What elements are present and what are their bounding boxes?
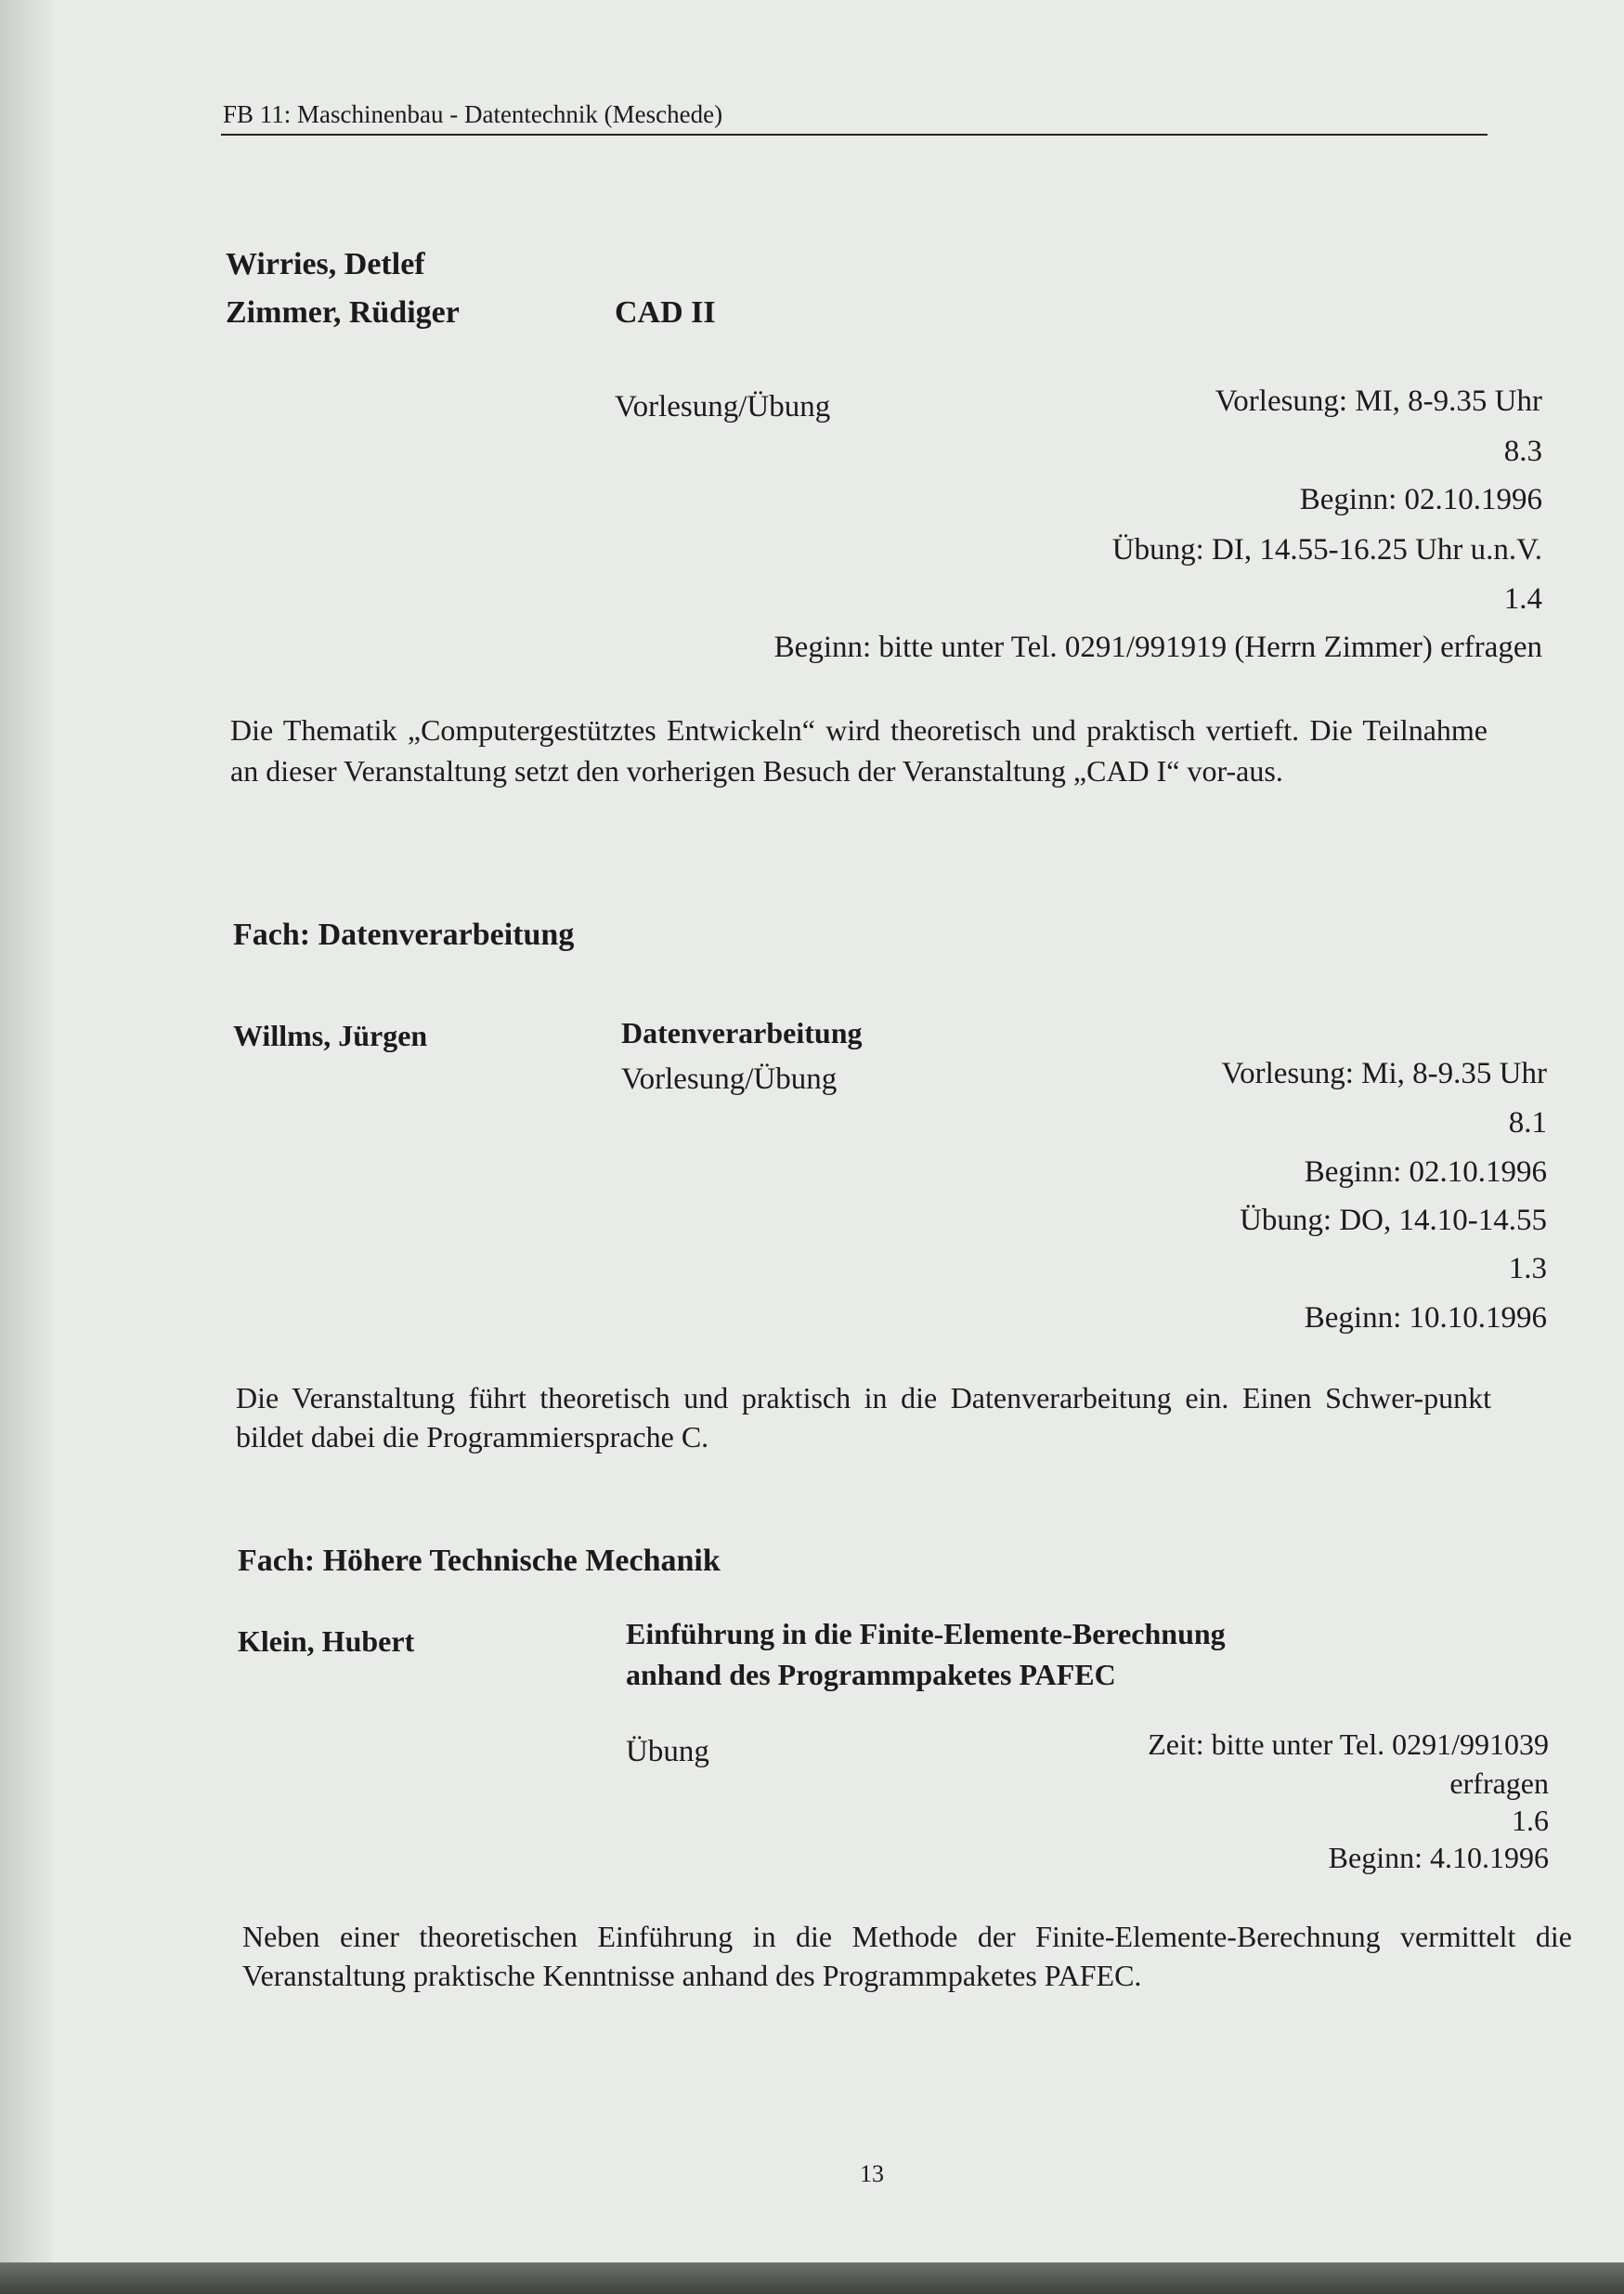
schedule-line: Beginn: 02.10.1996 <box>1299 483 1542 516</box>
schedule-line: Vorlesung: Mi, 8-9.35 Uhr <box>1221 1057 1547 1090</box>
schedule-line: Übung: DI, 14.55-16.25 Uhr u.n.V. <box>1111 533 1542 567</box>
subject-heading: Fach: Datenverarbeitung <box>233 918 575 952</box>
schedule-line: 1.4 <box>1503 582 1542 616</box>
lecturer-name: Willms, Jürgen <box>233 1019 428 1052</box>
schedule-line: Beginn: 10.10.1996 <box>1304 1301 1547 1335</box>
course-title: Datenverarbeitung <box>621 1016 863 1049</box>
schedule-line: Übung: DO, 14.10-14.55 <box>1240 1204 1547 1237</box>
schedule-line: Beginn: 4.10.1996 <box>1328 1841 1549 1874</box>
course-type: Übung <box>626 1735 709 1768</box>
course-type: Vorlesung/Übung <box>615 390 831 424</box>
lecturer-name: Zimmer, Rüdiger <box>226 295 460 330</box>
lecturer-name: Wirries, Detlef <box>226 247 425 281</box>
course-description: Die Veranstaltung führt theoretisch und praktisch in die Datenverarbeitung ein. Einen Schwer-punkt bildet dabei die Programmiersprache C. <box>236 1381 1491 1453</box>
schedule-line: 8.3 <box>1503 435 1542 468</box>
schedule-line: Vorlesung: MI, 8-9.35 Uhr <box>1215 385 1542 418</box>
schedule-line: Zeit: bitte unter Tel. 0291/991039 <box>1148 1727 1549 1761</box>
course-title: CAD II <box>615 295 716 330</box>
header-rule <box>221 134 1488 136</box>
page-number: 13 <box>860 2160 884 2187</box>
course-description: Neben einer theoretischen Einführung in die Methode der Finite-Elemente-Berechnung vermittelt die Veranstaltung praktische Kenntnisse anhand des Programmpaketes PAFEC. <box>242 1920 1572 1992</box>
schedule-line: 1.6 <box>1512 1804 1549 1837</box>
page-gutter <box>0 0 52 2262</box>
lecturer-name: Klein, Hubert <box>238 1624 415 1658</box>
schedule-line: Beginn: 02.10.1996 <box>1304 1155 1547 1189</box>
running-header: FB 11: Maschinenbau - Datentechnik (Meschede) <box>223 100 723 128</box>
schedule-line: erfragen <box>1449 1766 1549 1800</box>
course-type: Vorlesung/Übung <box>621 1062 838 1096</box>
page-bottom-edge <box>0 2262 1624 2294</box>
course-title: anhand des Programmpaketes PAFEC <box>626 1658 1116 1691</box>
schedule-line: 1.3 <box>1508 1252 1547 1285</box>
schedule-line: Beginn: bitte unter Tel. 0291/991919 (Herrn Zimmer) erfragen <box>773 631 1542 664</box>
course-title: Einführung in die Finite-Elemente-Berechnung <box>626 1617 1226 1650</box>
subject-heading: Fach: Höhere Technische Mechanik <box>238 1544 721 1578</box>
schedule-line: 8.1 <box>1508 1106 1547 1140</box>
course-description: Die Thematik „Computergestütztes Entwickeln“ wird theoretisch und praktisch vertieft. Die Teilnahme an dieser Veranstaltung setzt den vorherigen Besuch der Veranstaltung „CAD I“ vor-aus. <box>230 713 1488 788</box>
